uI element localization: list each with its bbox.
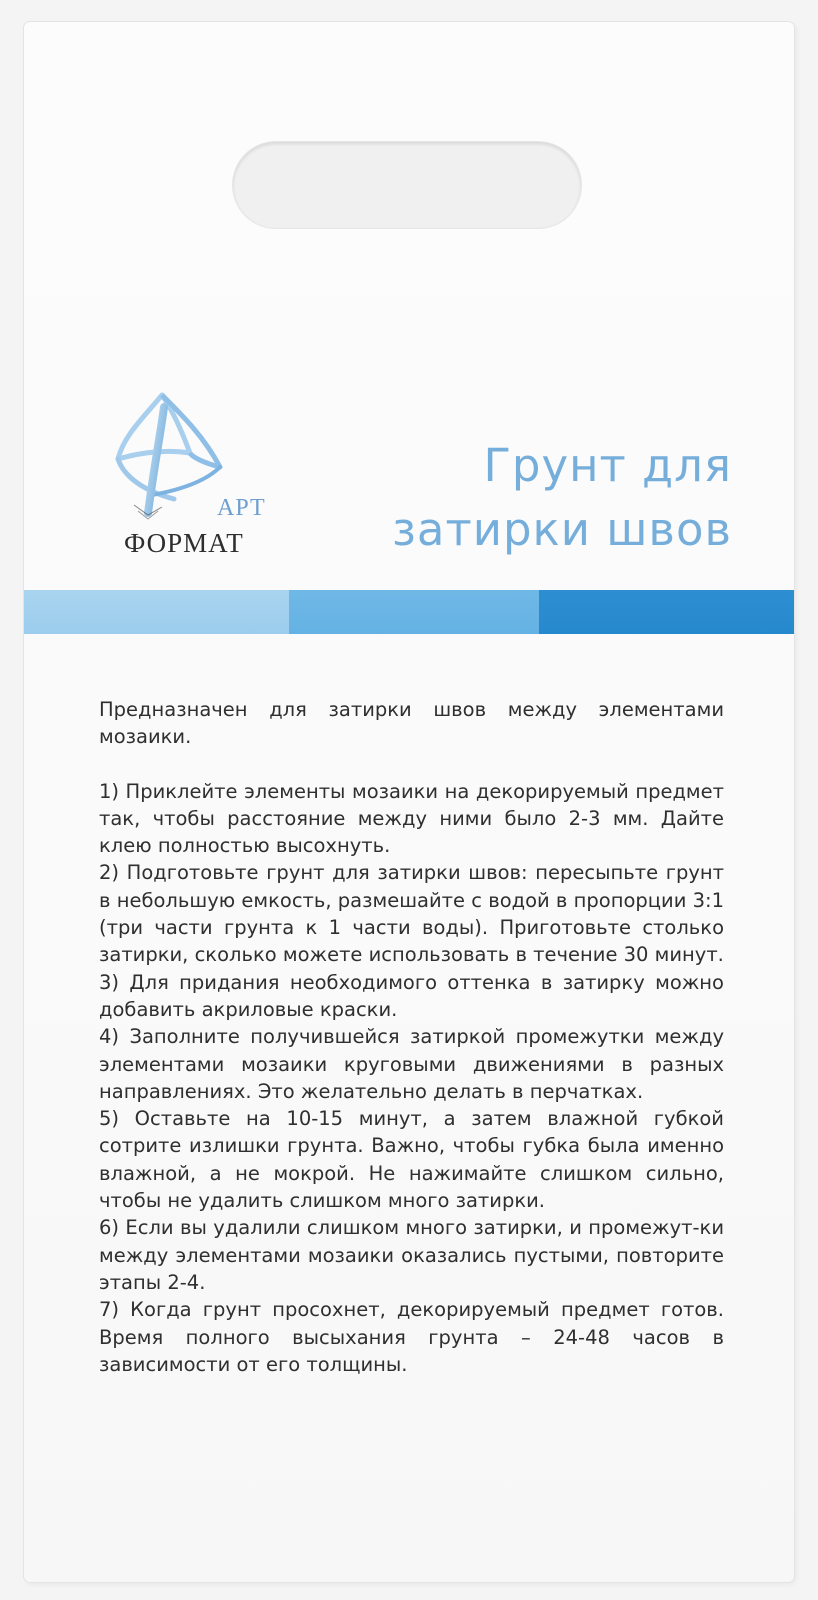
- color-stripe: [24, 590, 794, 634]
- hang-hole: [233, 142, 581, 228]
- instruction-step: 6) Если вы удалили слишком много затирки, и промежут-ки между элементами мозаики оказались пустыми, повторите этапы 2-4.: [99, 1216, 724, 1294]
- logo-word-art: АРТ: [217, 495, 266, 521]
- instruction-step: 5) Оставьте на 10-15 минут, а затем влажной губкой сотрите излишки грунта. Важно, чтобы губка была именно влажной, а не мокрой. Не нажимайте слишком сильно, чтобы не удалить слишком много затирки.: [99, 1107, 724, 1213]
- instruction-step: 3) Для придания необходимого оттенка в затирку можно добавить акриловые краски.: [99, 970, 724, 1021]
- instruction-step: 2) Подготовьте грунт для затирки швов: пересыпьте грунт в небольшую емкость, размешайте с водой в пропорции 3:1 (три части грунта к 1 части воды). Приготовьте столько затирки, сколько можете использовать в течение 30 минут.: [99, 861, 724, 967]
- brand-logo: [94, 387, 264, 577]
- instruction-step: 7) Когда грунт просохнет, декорируемый предмет готов. Время полного высыхания грунта – 24-48 часов в зависимости от его толщины.: [99, 1298, 724, 1376]
- instruction-step: 1) Приклейте элементы мозаики на декорируемый предмет так, чтобы расстояние между ними было 2-3 мм. Дайте клею полностью высохнуть.: [99, 779, 724, 858]
- instruction-step: 4) Заполните получившейся затиркой промежутки между элементами мозаики круговыми движениями в разных направлениях. Это желательно делать в перчатках.: [99, 1025, 724, 1103]
- stripe-segment-medium: [289, 590, 539, 634]
- product-title: [392, 434, 732, 562]
- product-title-line-1: Грунт для: [483, 439, 732, 492]
- instructions-intro: Предназначен для затирки швов между элементами мозаики.: [99, 698, 724, 749]
- package-card: [24, 22, 794, 1582]
- stripe-segment-light: [24, 590, 289, 634]
- logo-word-format: ФОРМАТ: [124, 528, 244, 558]
- stripe-segment-dark: [539, 590, 794, 634]
- instructions-text: [99, 696, 724, 1378]
- product-title-line-2: затирки швов: [391, 503, 732, 556]
